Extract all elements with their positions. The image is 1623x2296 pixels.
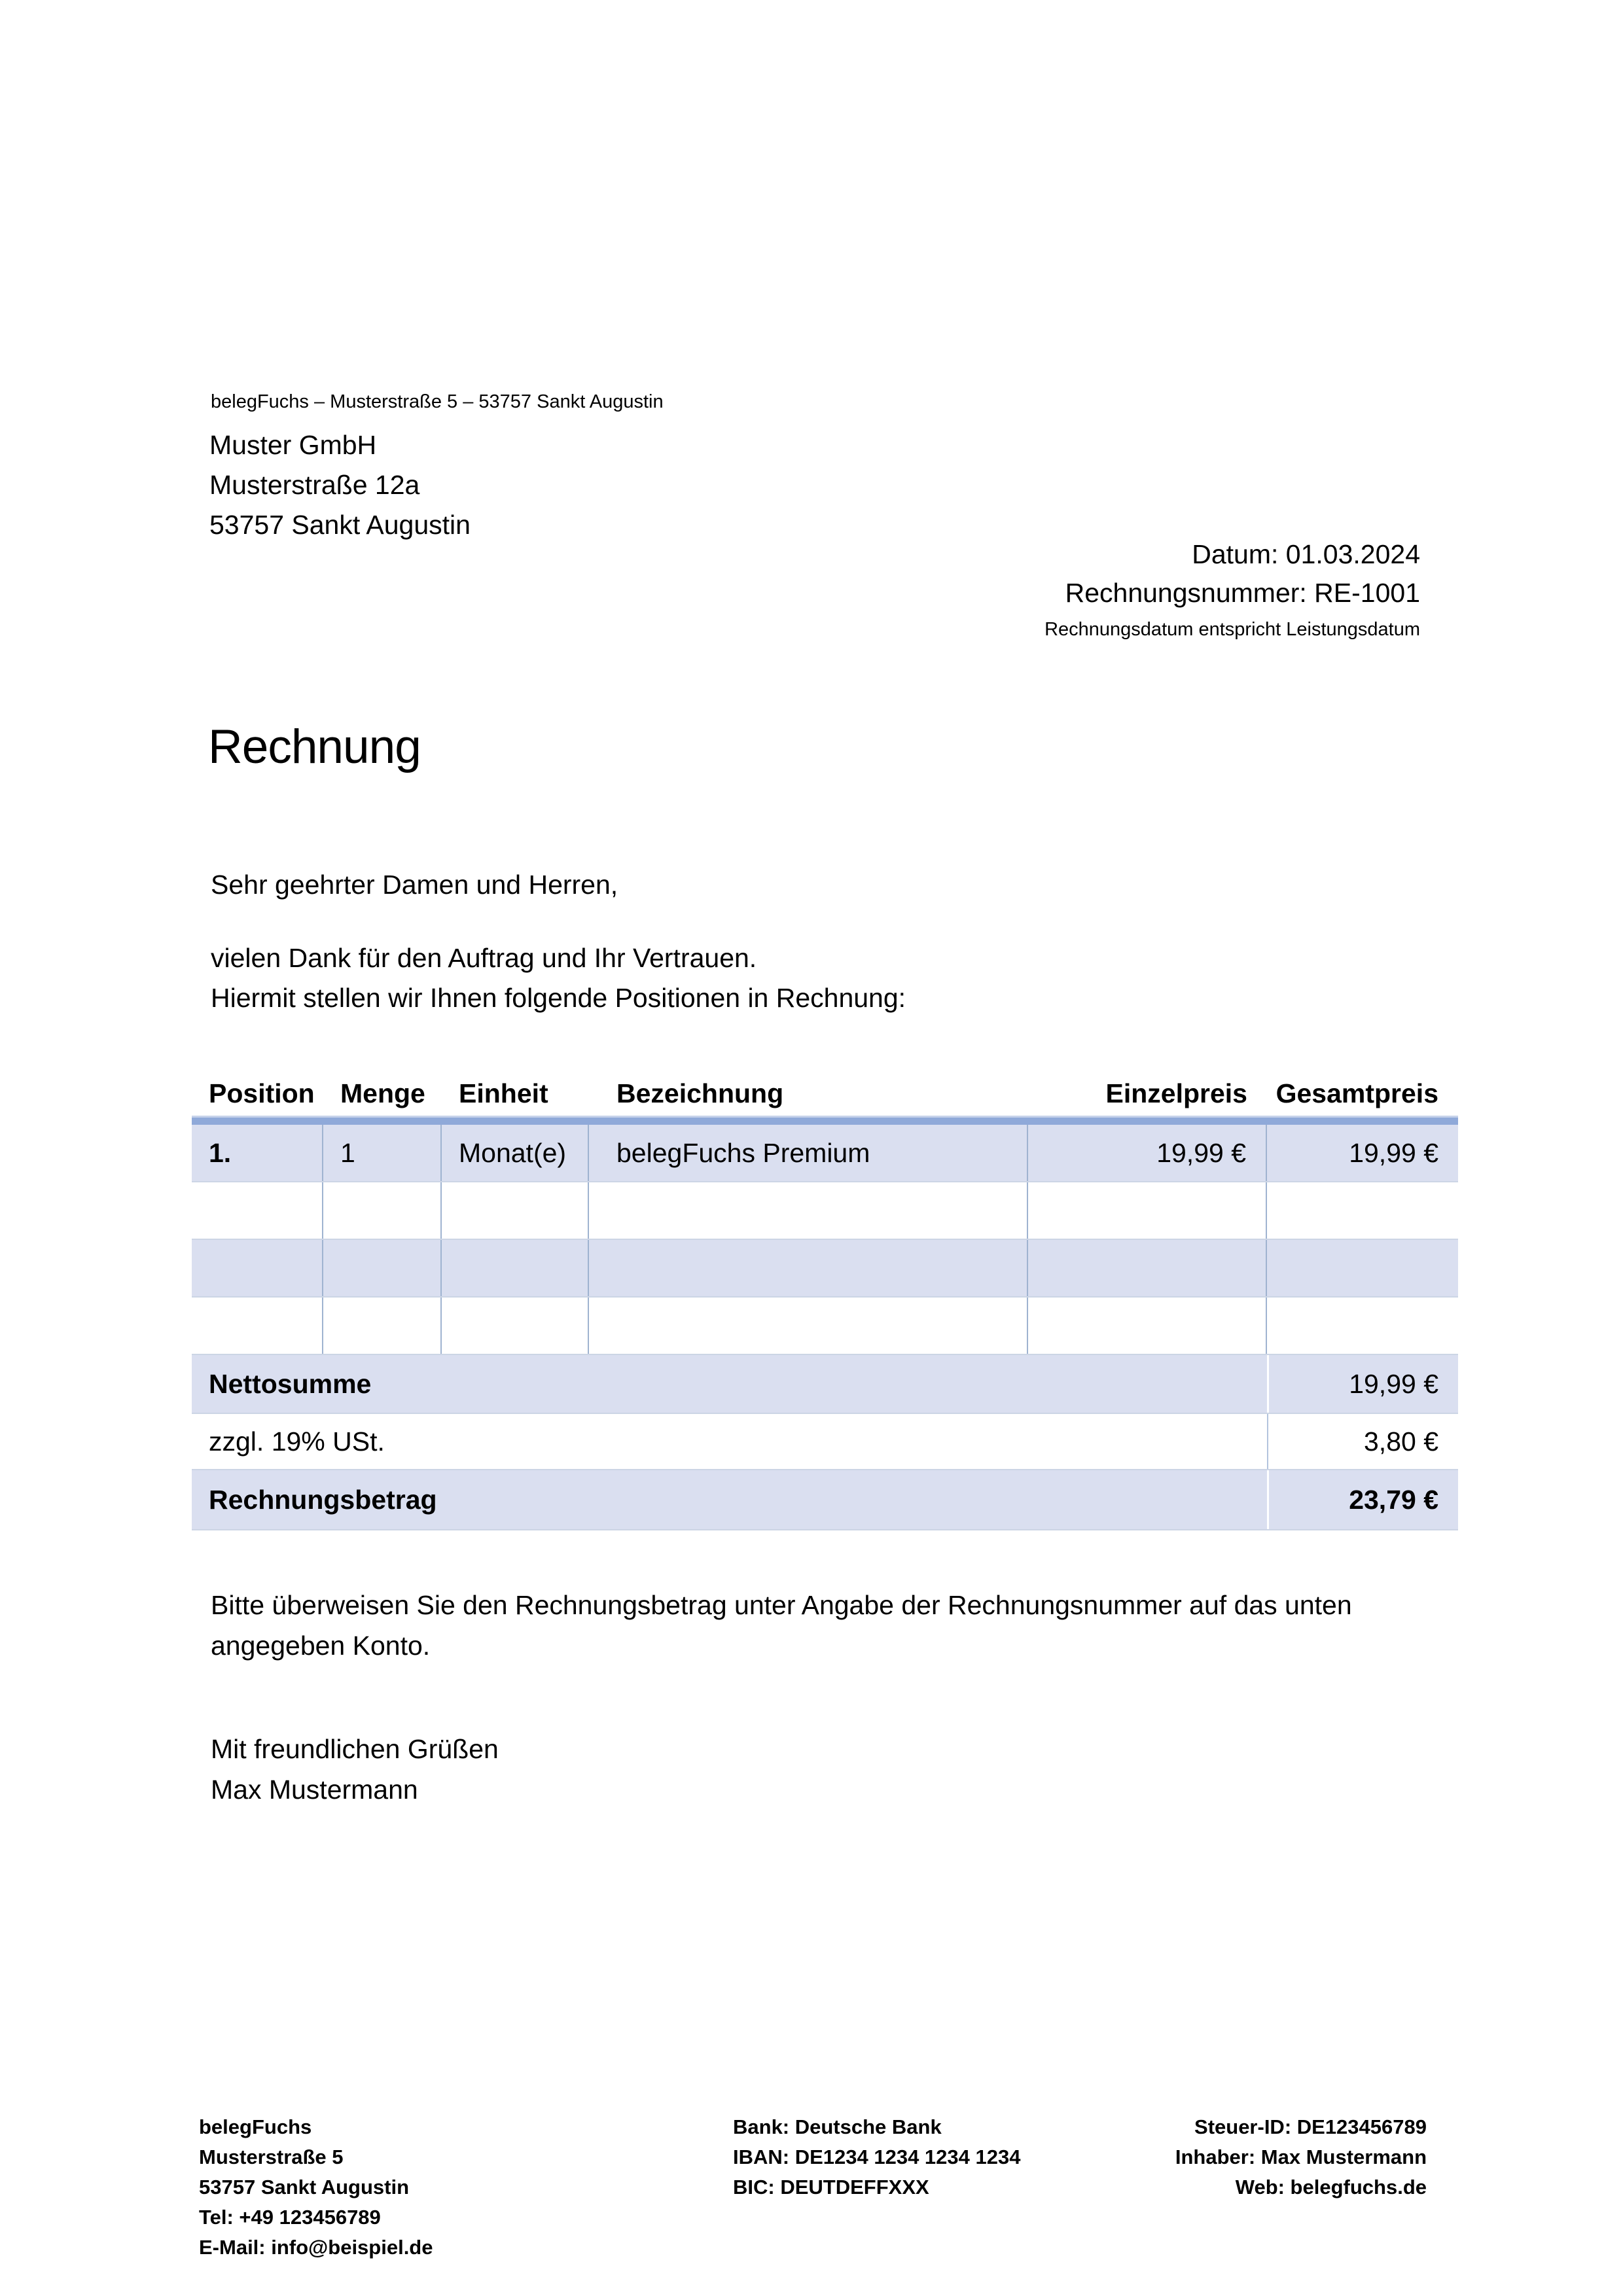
footer-company-phone: Tel: +49 123456789 bbox=[199, 2206, 381, 2229]
intro-paragraph bbox=[211, 938, 906, 1018]
header-einheit: Einheit bbox=[459, 1078, 548, 1108]
page-title: Rechnung bbox=[208, 720, 421, 773]
cell-gesamtpreis bbox=[1267, 1240, 1458, 1296]
net-total-value: 19,99 € bbox=[1267, 1355, 1458, 1413]
footer-tax-id: Steuer-ID: DE123456789 bbox=[1194, 2115, 1427, 2138]
greeting-line: Sehr geehrter Damen und Herren, bbox=[211, 870, 618, 900]
cell-einzelpreis: 19,99 € bbox=[1028, 1125, 1267, 1181]
footer-bank-name: Bank: Deutsche Bank bbox=[733, 2115, 942, 2138]
vat-label: zzgl. 19% USt. bbox=[209, 1426, 385, 1457]
closing-salutation: Mit freundlichen Grüßen bbox=[211, 1734, 499, 1764]
grand-total-value: 23,79 € bbox=[1267, 1470, 1458, 1529]
cell-position bbox=[192, 1240, 323, 1296]
cell-gesamtpreis bbox=[1267, 1298, 1458, 1354]
header-gesamtpreis: Gesamtpreis bbox=[1275, 1078, 1438, 1108]
cell-gesamtpreis bbox=[1267, 1182, 1458, 1239]
cell-position bbox=[192, 1298, 323, 1354]
cell-einzelpreis bbox=[1028, 1240, 1267, 1296]
cell-einzelpreis bbox=[1028, 1298, 1267, 1354]
vat-row bbox=[192, 1414, 1458, 1470]
header-bezeichnung: Bezeichnung bbox=[616, 1078, 784, 1108]
closing-signature: Max Mustermann bbox=[211, 1775, 418, 1805]
footer-bank-column bbox=[733, 2112, 1020, 2202]
cell-position bbox=[192, 1182, 323, 1239]
payment-note bbox=[211, 1585, 1352, 1666]
header-einzelpreis: Einzelpreis bbox=[1105, 1078, 1247, 1108]
invoice-meta bbox=[1044, 535, 1420, 643]
invoice-date-note: Rechnungsdatum entspricht Leistungsdatum bbox=[1044, 619, 1420, 640]
header-menge: Menge bbox=[340, 1078, 425, 1108]
footer-company-email: E-Mail: info@beispiel.de bbox=[199, 2236, 433, 2259]
table-row bbox=[192, 1240, 1458, 1298]
payment-note-line: Bitte überweisen Sie den Rechnungsbetrag unter Angabe der Rechnungsnummer auf das unten bbox=[211, 1590, 1352, 1620]
cell-einheit bbox=[442, 1240, 589, 1296]
footer-bank-bic: BIC: DEUTDEFFXXX bbox=[733, 2176, 929, 2199]
payment-note-line: angegeben Konto. bbox=[211, 1631, 431, 1661]
cell-bezeichnung bbox=[589, 1182, 1028, 1239]
table-row bbox=[192, 1125, 1458, 1182]
grand-total-label: Rechnungsbetrag bbox=[209, 1484, 437, 1515]
table-top-accent-bar bbox=[192, 1116, 1458, 1125]
net-total-row bbox=[192, 1355, 1458, 1414]
header-position: Position bbox=[209, 1078, 315, 1108]
footer-company-street: Musterstraße 5 bbox=[199, 2146, 344, 2168]
cell-bezeichnung bbox=[589, 1298, 1028, 1354]
intro-line: Hiermit stellen wir Ihnen folgende Positionen in Rechnung: bbox=[211, 983, 906, 1013]
net-total-label: Nettosumme bbox=[209, 1368, 372, 1399]
footer-company-city: 53757 Sankt Augustin bbox=[199, 2176, 410, 2199]
closing-block bbox=[211, 1729, 499, 1810]
cell-bezeichnung bbox=[589, 1240, 1028, 1296]
invoice-number: Rechnungsnummer: RE-1001 bbox=[1065, 578, 1420, 608]
footer-owner: Inhaber: Max Mustermann bbox=[1175, 2146, 1427, 2168]
intro-line: vielen Dank für den Auftrag und Ihr Vertrauen. bbox=[211, 943, 757, 973]
cell-einheit: Monat(e) bbox=[442, 1125, 589, 1181]
footer-company-column bbox=[199, 2112, 433, 2263]
sender-line: belegFuchs – Musterstraße 5 – 53757 Sankt Augustin bbox=[211, 391, 664, 412]
cell-menge bbox=[323, 1182, 442, 1239]
cell-menge: 1 bbox=[323, 1125, 442, 1181]
cell-einzelpreis bbox=[1028, 1182, 1267, 1239]
table-row bbox=[192, 1182, 1458, 1240]
recipient-address bbox=[209, 425, 471, 545]
table-header-row bbox=[192, 1072, 1458, 1116]
recipient-street: Musterstraße 12a bbox=[209, 470, 420, 500]
cell-bezeichnung: belegFuchs Premium bbox=[589, 1125, 1028, 1181]
recipient-city: 53757 Sankt Augustin bbox=[209, 510, 471, 540]
recipient-name: Muster GmbH bbox=[209, 430, 377, 460]
cell-einheit bbox=[442, 1182, 589, 1239]
line-items-table bbox=[192, 1072, 1458, 1530]
footer-web: Web: belegfuchs.de bbox=[1235, 2176, 1427, 2199]
footer-company-name: belegFuchs bbox=[199, 2115, 312, 2138]
cell-einheit bbox=[442, 1298, 589, 1354]
cell-menge bbox=[323, 1298, 442, 1354]
cell-position: 1. bbox=[192, 1125, 323, 1181]
cell-gesamtpreis: 19,99 € bbox=[1349, 1137, 1438, 1168]
grand-total-row bbox=[192, 1470, 1458, 1530]
invoice-date: Datum: 01.03.2024 bbox=[1192, 539, 1420, 569]
cell-menge bbox=[323, 1240, 442, 1296]
table-row bbox=[192, 1298, 1458, 1355]
vat-value: 3,80 € bbox=[1267, 1414, 1458, 1469]
footer-bank-iban: IBAN: DE1234 1234 1234 1234 bbox=[733, 2146, 1021, 2168]
footer-tax-column bbox=[1175, 2112, 1427, 2202]
